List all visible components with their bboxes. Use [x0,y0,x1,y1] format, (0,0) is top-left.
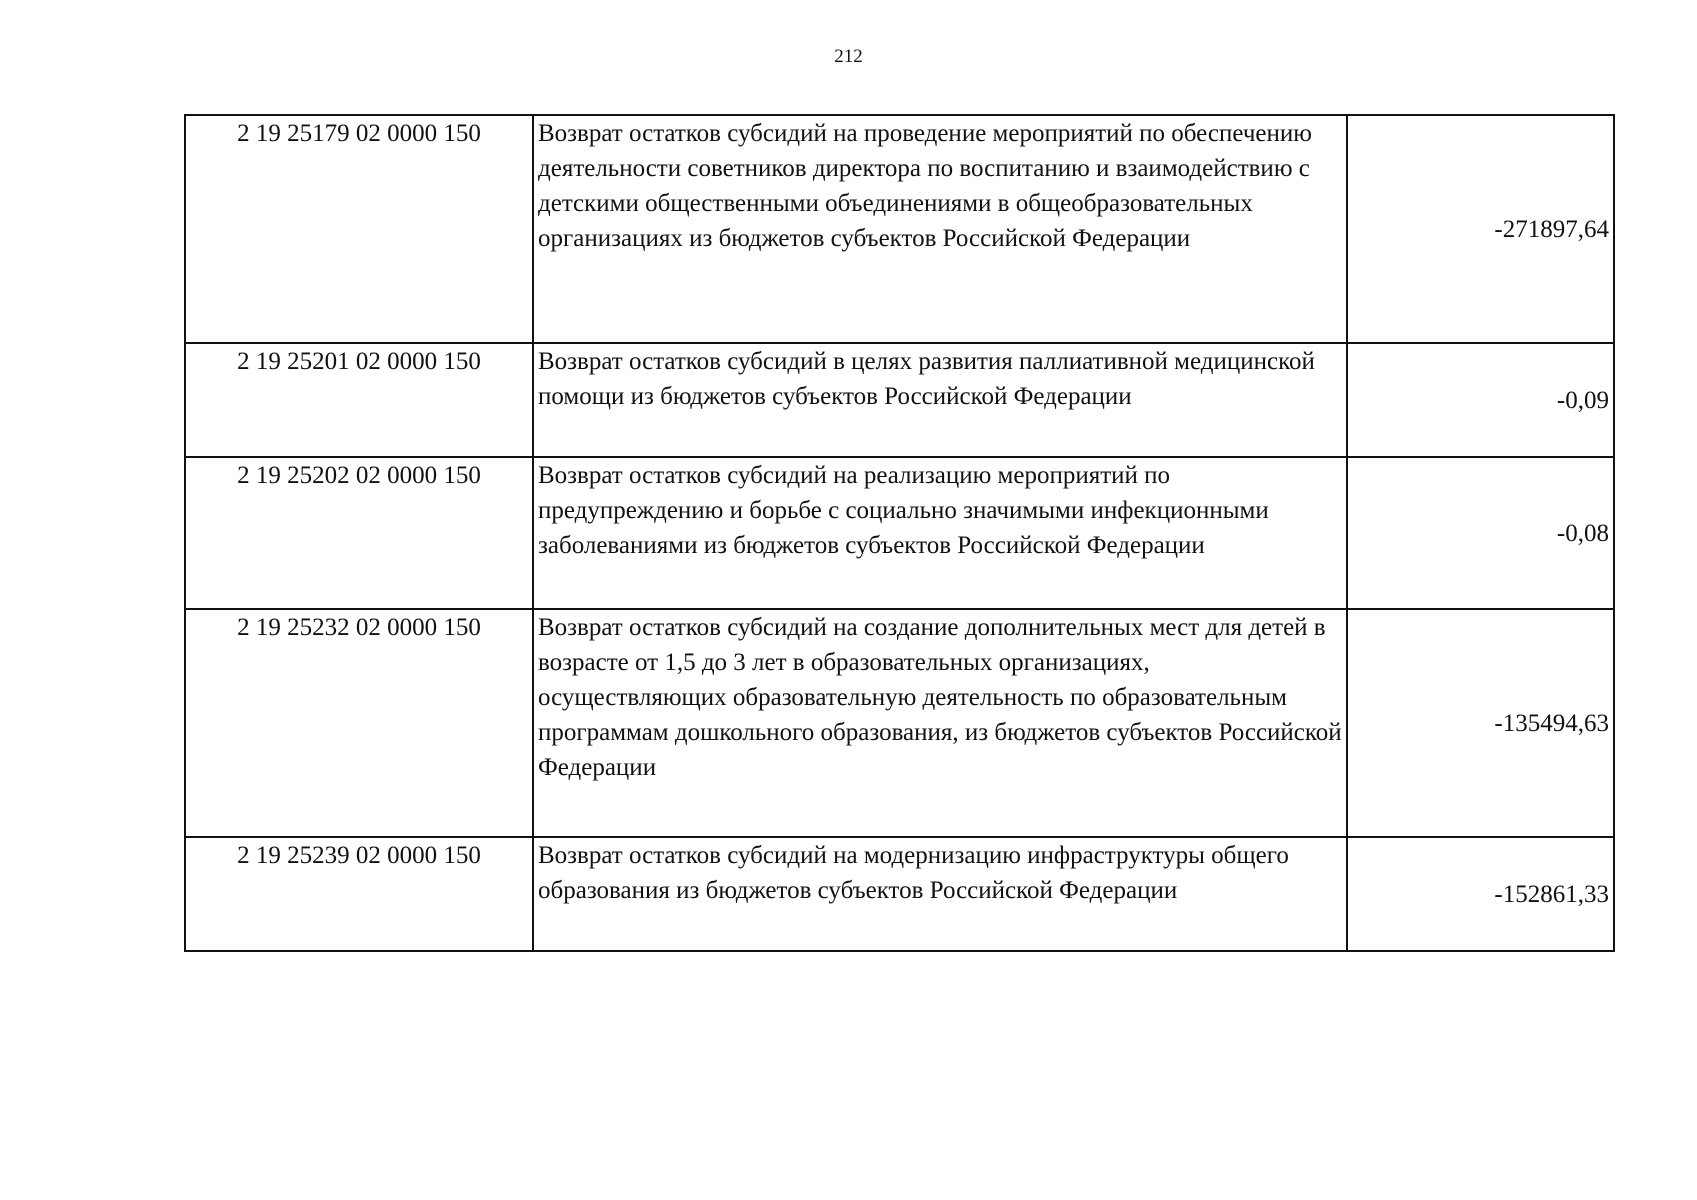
description-cell: Возврат остатков субсидий на реализацию мероприятий по предупреждению и борьбе с социально значимыми инфекционными заболеваниями из бюджетов субъектов Российской Федерации [533,457,1347,609]
description-cell: Возврат остатков субсидий в целях развития паллиативной медицинской помощи из бюджетов субъектов Российской Федерации [533,343,1347,457]
budget-table [184,114,1615,952]
description-cell: Возврат остатков субсидий на создание дополнительных мест для детей в возрасте от 1,5 до 3 лет в образовательных организациях, осуществляющих образовательную деятельность по образовательным программам дошкольного образования, из бюджетов субъектов Российской Федерации [533,609,1347,837]
amount-cell: -135494,63 [1347,609,1614,837]
budget-code-cell: 2 19 25232 02 0000 150 [185,609,533,837]
table-row [185,343,1614,457]
amount-cell: -271897,64 [1347,115,1614,343]
budget-code-cell: 2 19 25202 02 0000 150 [185,457,533,609]
description-cell: Возврат остатков субсидий на проведение мероприятий по обеспечению деятельности советников директора по воспитанию и взаимодействию с детскими общественными объединениями в общеобразовательных организациях из бюджетов субъектов Российской Федерации [533,115,1347,343]
budget-code-cell: 2 19 25179 02 0000 150 [185,115,533,343]
table-row [185,457,1614,609]
page-number: 212 [834,46,863,67]
table-row [185,609,1614,837]
amount-cell: -152861,33 [1347,837,1614,951]
budget-code-cell: 2 19 25239 02 0000 150 [185,837,533,951]
table-row [185,115,1614,343]
budget-code-cell: 2 19 25201 02 0000 150 [185,343,533,457]
description-cell: Возврат остатков субсидий на модернизацию инфраструктуры общего образования из бюджетов субъектов Российской Федерации [533,837,1347,951]
amount-cell: -0,08 [1347,457,1614,609]
amount-cell: -0,09 [1347,343,1614,457]
table-row [185,837,1614,951]
